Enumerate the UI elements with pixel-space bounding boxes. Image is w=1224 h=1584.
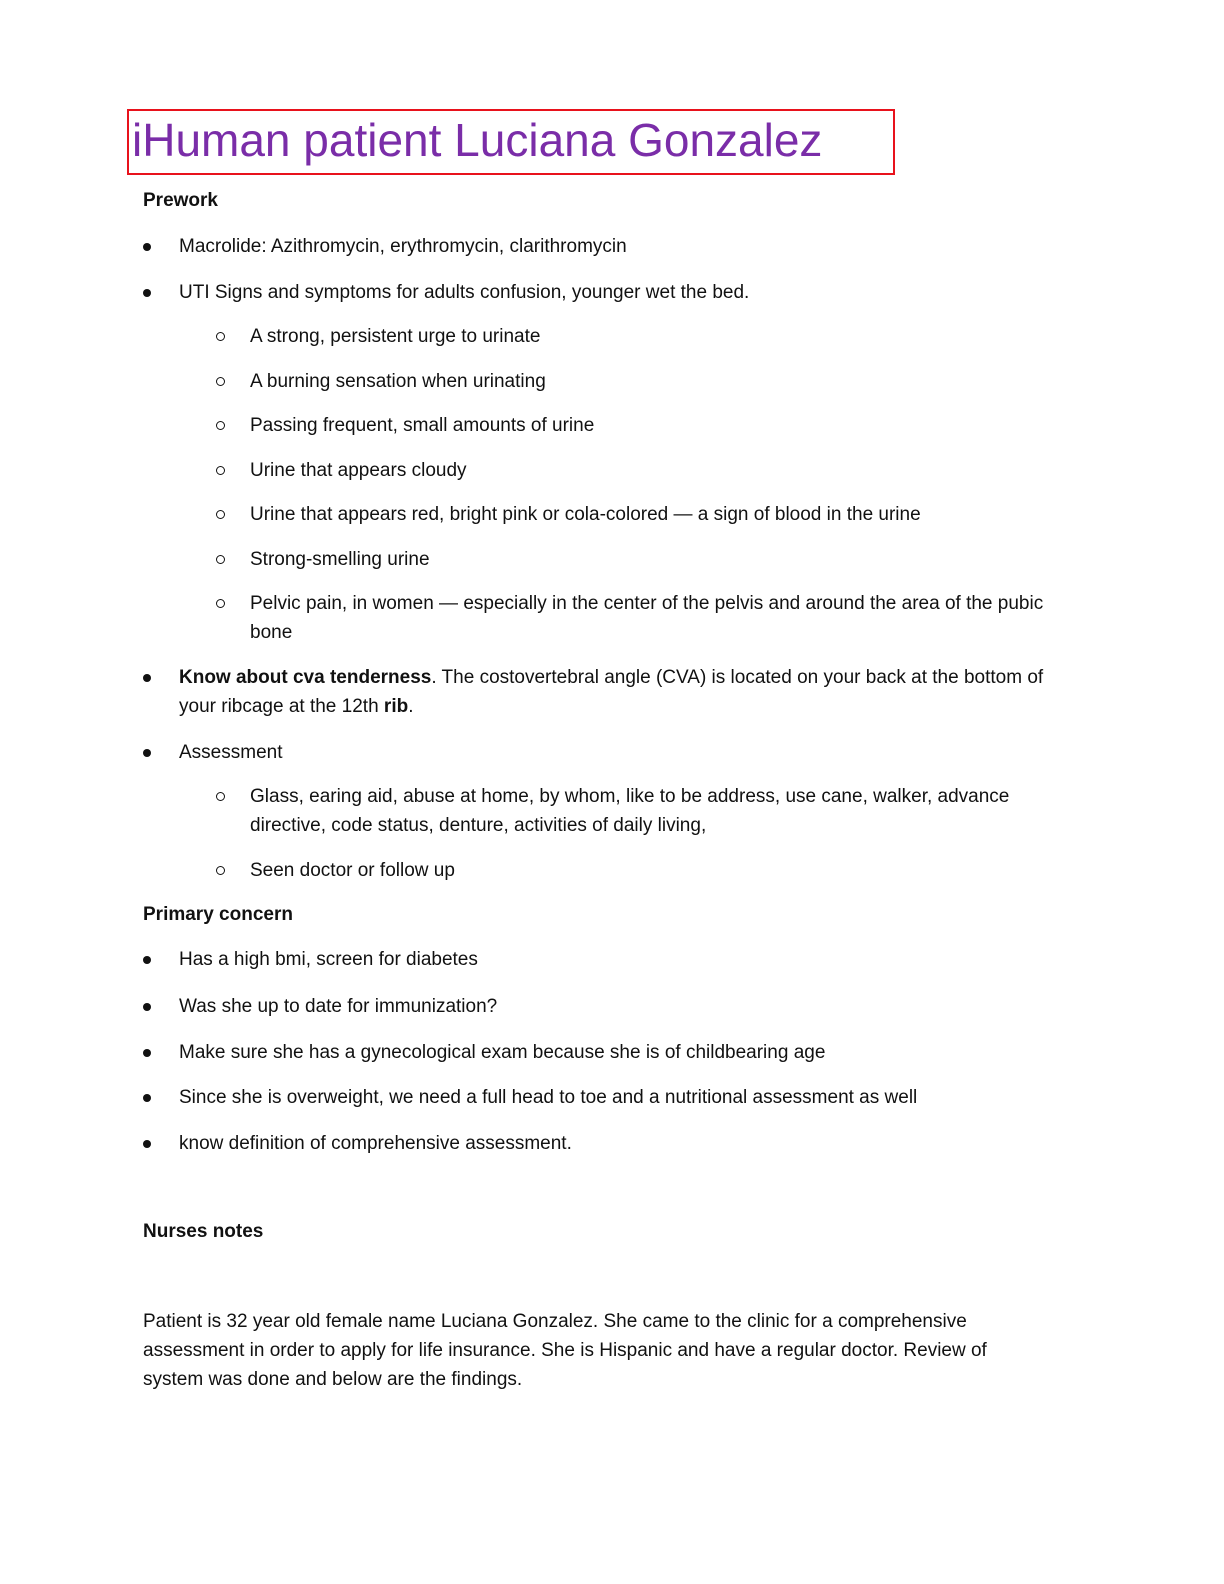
circle-bullet-icon	[216, 866, 225, 875]
circle-bullet-icon	[216, 332, 225, 341]
bullet-icon	[143, 1049, 151, 1057]
cva-bold-tail: rib	[383, 696, 409, 717]
cva-text	[179, 663, 1059, 721]
bullet-icon	[143, 1140, 151, 1148]
assessment-text: Assessment	[179, 742, 283, 763]
concern-text: know definition of comprehensive assessment.	[179, 1133, 572, 1154]
circle-bullet-icon	[216, 421, 225, 430]
assessment-item-text: Seen doctor or follow up	[250, 860, 455, 881]
prework-heading: Prework	[143, 190, 218, 211]
uti-text: UTI Signs and symptoms for adults confusion, younger wet the bed.	[179, 282, 750, 303]
bullet-icon	[143, 674, 151, 682]
concern-text: Has a high bmi, screen for diabetes	[179, 949, 478, 970]
bullet-icon	[143, 749, 151, 757]
cva-bold-lead: Know about cva tenderness	[179, 667, 432, 688]
concern-text: Since she is overweight, we need a full head to toe and a nutritional assessment as well	[179, 1087, 918, 1108]
bullet-icon	[143, 243, 151, 251]
symptom-text: Urine that appears cloudy	[250, 460, 467, 481]
circle-bullet-icon	[216, 466, 225, 475]
bullet-icon	[143, 956, 151, 964]
circle-bullet-icon	[216, 555, 225, 564]
bullet-icon	[143, 289, 151, 297]
bullet-icon	[143, 1094, 151, 1102]
title-highlight-box	[127, 109, 895, 175]
circle-bullet-icon	[216, 510, 225, 519]
document-title: iHuman patient Luciana Gonzalez	[132, 114, 823, 166]
symptom-text: Passing frequent, small amounts of urine	[250, 415, 595, 436]
concern-text: Was she up to date for immunization?	[179, 996, 498, 1017]
cva-body: . The costovertebral angle (CVA) is located on your back at the bottom of your ribcage at the 12th	[179, 667, 1044, 717]
symptom-text: A strong, persistent urge to urinate	[250, 326, 541, 347]
nurses-notes-heading: Nurses notes	[143, 1221, 264, 1242]
symptom-text: Urine that appears red, bright pink or cola-colored — a sign of blood in the urine	[250, 504, 921, 525]
circle-bullet-icon	[216, 377, 225, 386]
circle-bullet-icon	[216, 599, 225, 608]
concern-text: Make sure she has a gynecological exam because she is of childbearing age	[179, 1042, 826, 1063]
symptom-text: A burning sensation when urinating	[250, 371, 546, 392]
nurses-notes-paragraph: Patient is 32 year old female name Luciana Gonzalez. She came to the clinic for a comprehensive assessment in order to apply for life insurance. She is Hispanic and have a regular doctor. Review of system was done and below are the findings.	[143, 1311, 987, 1390]
cva-end: .	[408, 696, 414, 717]
macrolide-text: Macrolide: Azithromycin, erythromycin, clarithromycin	[179, 236, 627, 257]
symptom-text: Pelvic pain, in women — especially in the center of the pelvis and around the area of the pubic bone	[250, 593, 1044, 643]
bullet-icon	[143, 1003, 151, 1011]
primary-concern-heading: Primary concern	[143, 904, 293, 925]
symptom-text: Strong-smelling urine	[250, 549, 430, 570]
assessment-item-text: Glass, earing aid, abuse at home, by whom, like to be address, use cane, walker, advance directive, code status, denture, activities of daily living,	[250, 786, 1010, 836]
circle-bullet-icon	[216, 792, 225, 801]
